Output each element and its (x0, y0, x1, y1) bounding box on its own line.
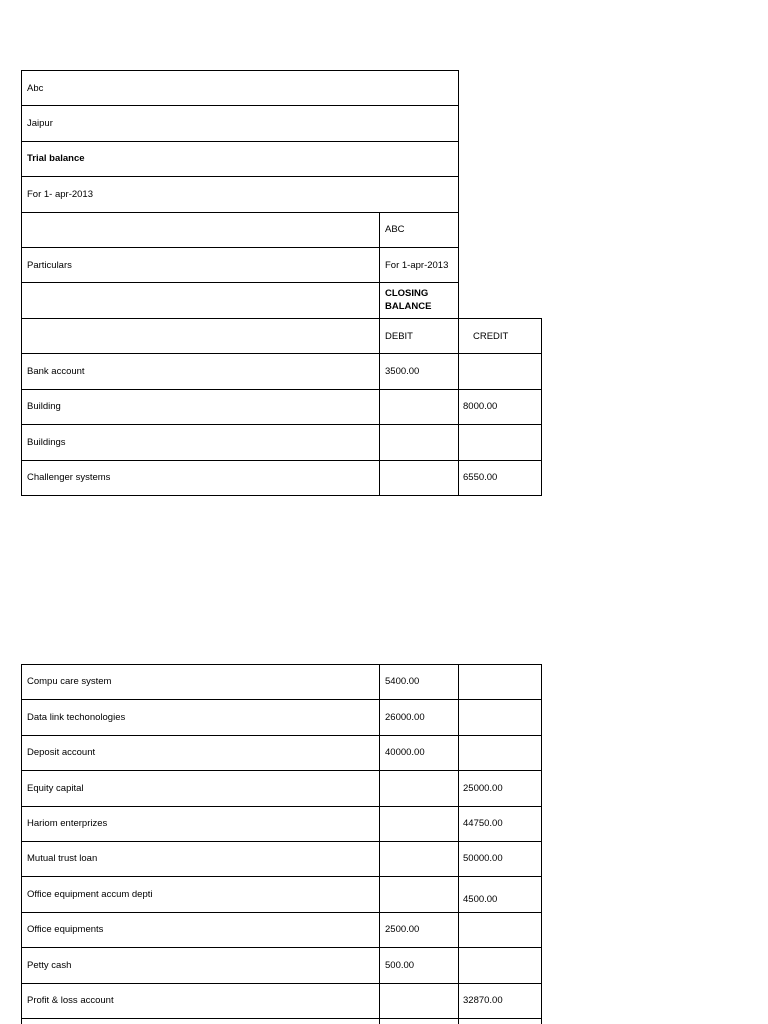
row-particular: Bank account (27, 366, 85, 377)
grid-line (21, 318, 542, 319)
grid-line (21, 1018, 542, 1019)
grid-line (21, 141, 459, 142)
row-credit: 44750.00 (463, 818, 503, 829)
grid-line (379, 212, 380, 496)
particulars-label: Particulars (27, 260, 72, 271)
grid-line (21, 424, 542, 425)
row-debit: 26000.00 (385, 712, 425, 723)
row-particular: Hariom enterprizes (27, 818, 108, 829)
grid-line (541, 318, 542, 496)
grid-line (458, 664, 459, 1024)
row-particular: Petty cash (27, 960, 72, 971)
grid-line (458, 70, 459, 496)
grid-line (21, 247, 459, 248)
row-particular: Challenger systems (27, 472, 111, 483)
company-column-label: ABC (385, 224, 405, 235)
row-credit: 8000.00 (463, 401, 498, 412)
row-particular: Equity capital (27, 783, 84, 794)
grid-line (541, 664, 542, 1024)
row-credit: 50000.00 (463, 853, 503, 864)
grid-line (21, 841, 542, 842)
row-debit: 3500.00 (385, 366, 420, 377)
grid-line (21, 735, 542, 736)
grid-line (21, 460, 542, 461)
report-title: Trial balance (27, 153, 85, 164)
row-credit: 32870.00 (463, 995, 503, 1006)
row-debit: 2500.00 (385, 924, 420, 935)
grid-line (21, 353, 542, 354)
row-credit: 6550.00 (463, 472, 498, 483)
row-particular: Mutual trust loan (27, 853, 98, 864)
grid-line (21, 664, 22, 1024)
grid-line (21, 983, 542, 984)
column-period-label: For 1-apr-2013 (385, 260, 449, 271)
grid-line (21, 389, 542, 390)
grid-line (21, 699, 542, 700)
grid-line (21, 947, 542, 948)
row-debit: 40000.00 (385, 747, 425, 758)
row-particular: Profit & loss account (27, 995, 114, 1006)
row-particular: Buildings (27, 437, 66, 448)
row-debit: 5400.00 (385, 676, 420, 687)
grid-line (21, 70, 459, 71)
row-particular: Data link techonologies (27, 712, 126, 723)
grid-line (21, 876, 542, 877)
grid-line (21, 176, 459, 177)
debit-column-label: DEBIT (385, 331, 413, 342)
credit-column-label: CREDIT (473, 331, 509, 342)
grid-line (21, 770, 542, 771)
grid-line (21, 912, 542, 913)
grid-line (21, 282, 459, 283)
row-particular: Building (27, 401, 61, 412)
grid-line (21, 105, 459, 106)
row-particular: Office equipments (27, 924, 104, 935)
grid-line (21, 664, 542, 665)
row-credit: 4500.00 (463, 894, 498, 905)
closing-balance-label: CLOSING BALANCE (385, 288, 432, 312)
company-name: Abc (27, 83, 44, 94)
city-name: Jaipur (27, 118, 53, 129)
grid-line (379, 664, 380, 1024)
report-period: For 1- apr-2013 (27, 189, 94, 200)
row-credit: 25000.00 (463, 783, 503, 794)
row-particular: Compu care system (27, 676, 112, 687)
row-debit: 500.00 (385, 960, 415, 971)
row-particular: Deposit account (27, 747, 96, 758)
grid-line (21, 70, 22, 496)
grid-line (21, 806, 542, 807)
grid-line (21, 212, 459, 213)
row-particular: Office equipment accum depti (27, 889, 153, 900)
grid-line (21, 495, 542, 496)
